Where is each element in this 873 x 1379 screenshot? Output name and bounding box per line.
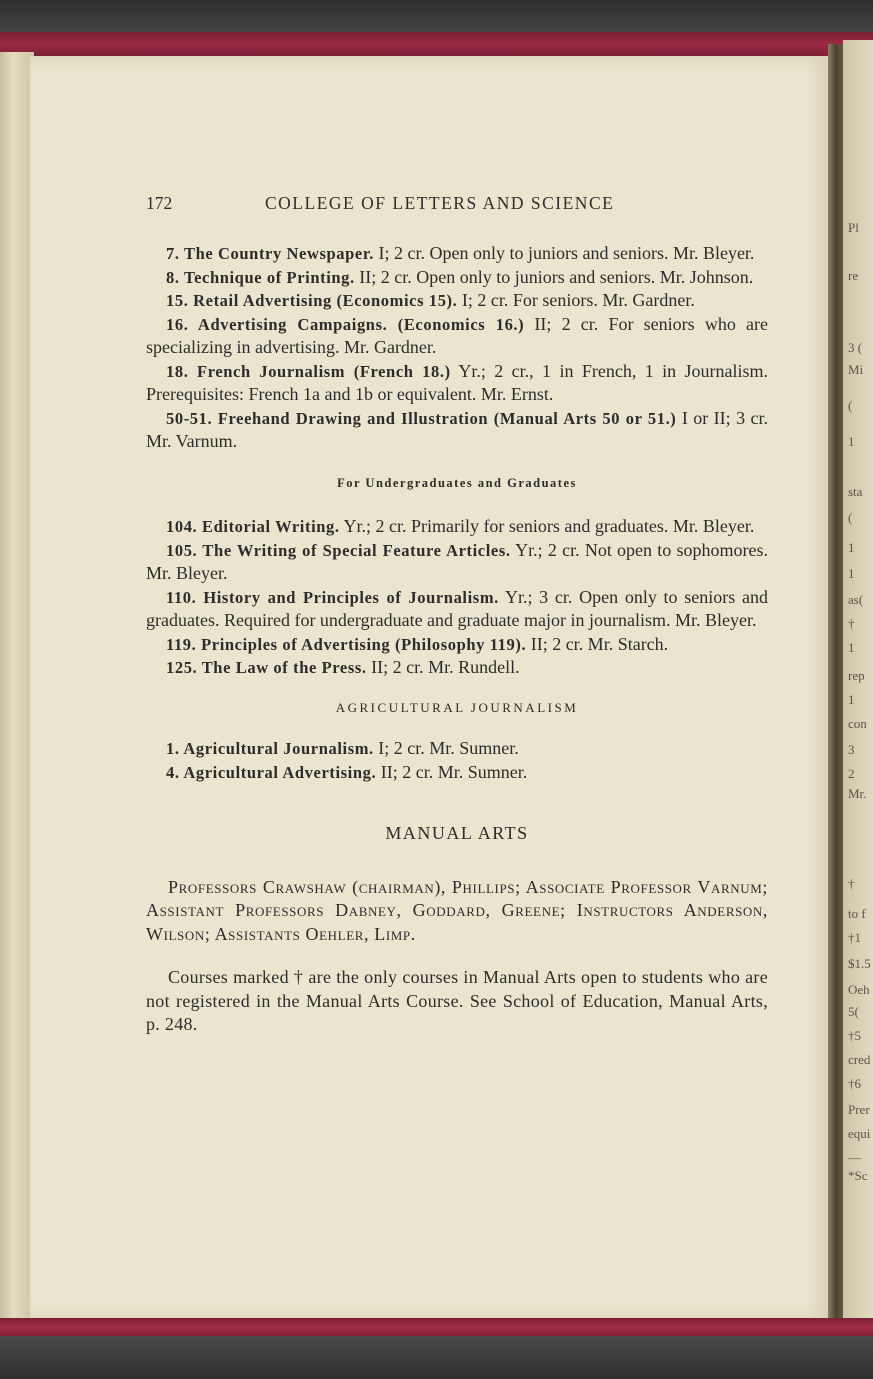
facing-page-fragment: $1.5 <box>848 956 871 971</box>
facing-page-fragment: †1 <box>848 930 861 945</box>
course-details: I; 2 cr. Mr. Sumner. <box>373 738 519 758</box>
course-details: II; 2 cr. For seniors who are specializing in advertising. Mr. Gardner. <box>146 313 768 357</box>
course-title: 119. Principles of Advertising (Philosophy 119). <box>166 634 527 654</box>
course-entry <box>146 407 768 454</box>
course-entry <box>146 242 768 266</box>
subhead-agricultural-journalism: AGRICULTURAL JOURNALISM <box>335 699 579 715</box>
running-header <box>146 193 766 217</box>
facing-page-fragment: Prer <box>848 1102 870 1117</box>
course-list-journalism <box>146 242 768 454</box>
facing-page-fragment: ( <box>848 510 853 525</box>
facing-page-fragment: 3 ( <box>848 340 863 355</box>
course-details: I; 2 cr. Open only to juniors and seniors. Mr. Bleyer. <box>373 243 755 263</box>
course-entry <box>146 656 768 680</box>
course-entry <box>146 360 768 407</box>
course-title: 125. The Law of the Press. <box>166 658 367 677</box>
facing-page-fragment: †6 <box>848 1076 861 1091</box>
course-title: 104. Editorial Writing. <box>166 517 340 536</box>
facing-page-fragment: 1 <box>848 540 855 555</box>
facing-page-fragment: cred <box>848 1052 871 1067</box>
facing-page-fragment: 1 <box>848 692 855 707</box>
course-details: II; 2 cr. Mr. Starch. <box>526 633 669 654</box>
facing-page-fragment: rep <box>848 668 865 683</box>
book-cover-bottom <box>0 1318 873 1338</box>
facing-page-fragment: *Sc <box>848 1168 868 1183</box>
subhead-undergrad-grad: For Undergraduates and Graduates <box>337 475 577 490</box>
facing-page-fragment: 3 <box>848 742 855 757</box>
course-details: II; 2 cr. Open only to juniors and seniors. Mr. Johnson. <box>354 266 754 287</box>
page-edges-left <box>0 52 34 1322</box>
course-details: Yr.; 2 cr., 1 in French, 1 in Journalism. Prerequisites: French 1a and 1b or equivalent. Mr. Ernst. <box>146 360 768 404</box>
course-details: II; 2 cr. Mr. Sumner. <box>376 761 528 782</box>
course-details: I; 2 cr. For seniors. Mr. Gardner. <box>457 290 695 310</box>
course-list-agricultural <box>146 737 768 784</box>
facing-page-fragment: equi <box>848 1126 871 1141</box>
facing-page-fragment: †5 <box>848 1028 861 1043</box>
course-entry <box>146 539 768 586</box>
facing-page-fragment: re <box>848 268 859 283</box>
course-entry <box>146 266 768 290</box>
course-note: Courses marked † are the only courses in Manual Arts open to students who are not registered in the Manual Arts Course. See School of Education, Manual Arts, p. 248. <box>146 967 768 1034</box>
course-title: 110. History and Principles of Journalism. <box>166 587 499 607</box>
scan-background-top <box>0 0 873 34</box>
facing-page-fragment: † <box>848 876 855 891</box>
running-title: COLLEGE OF LETTERS AND SCIENCE <box>265 193 615 213</box>
course-entry <box>146 633 768 657</box>
course-details: I or II; 3 cr. Mr. Varnum. <box>146 407 768 451</box>
course-title: 7. The Country Newspaper. <box>166 244 374 263</box>
book-gutter <box>828 44 844 1328</box>
faculty-list: Professors Crawshaw (chairman), Phillips; Associate Professor Varnum; Assistant Professors Dabney, Goddard, Greene; Instructors Anderson, Wilson; Assistants Oehler, Limp. <box>146 876 768 944</box>
page-content <box>146 242 768 1037</box>
course-details: Yr.; 2 cr. Not open to sophomores. Mr. Bleyer. <box>146 539 768 583</box>
course-entry <box>146 313 768 360</box>
course-title: 15. Retail Advertising (Economics 15). <box>166 291 458 310</box>
course-entry <box>146 737 768 761</box>
course-entry <box>146 289 768 313</box>
facing-page-fragment: 5( <box>848 1004 859 1019</box>
facing-page-fragment: Oeh <box>848 982 870 997</box>
facing-page-fragment: 1 <box>848 566 855 581</box>
facing-page-fragment: Mr. <box>848 786 867 801</box>
facing-page-fragment: 1 <box>848 434 855 449</box>
facing-page-fragment: Pl <box>848 220 859 235</box>
course-entry <box>146 515 768 539</box>
page-number: 172 <box>146 193 173 213</box>
facing-page-fragment: ( <box>848 398 853 413</box>
course-title: 16. Advertising Campaigns. (Economics 16.) <box>166 314 525 334</box>
facing-page-fragment: 1 <box>848 640 855 655</box>
facing-page-fragment: sta <box>848 484 863 499</box>
facing-page-fragment: con <box>848 716 867 731</box>
course-entry <box>146 586 768 633</box>
facing-page-fragment: 2 <box>848 766 855 781</box>
section-title-manual-arts: MANUAL ARTS <box>385 823 529 843</box>
course-details: Yr.; 3 cr. Open only to seniors and graduates. Required for undergraduate and graduate major in journalism. Mr. Bleyer. <box>146 586 768 630</box>
course-list-graduate <box>146 515 768 680</box>
course-title: 1. Agricultural Journalism. <box>166 739 374 758</box>
facing-page-fragment: — <box>848 1150 861 1165</box>
scan-background-bottom <box>0 1336 873 1379</box>
facing-page-fragment: as( <box>848 592 864 607</box>
course-entry <box>146 761 768 785</box>
course-title: 8. Technique of Printing. <box>166 267 355 287</box>
course-title: 18. French Journalism (French 18.) <box>166 361 451 381</box>
course-title: 4. Agricultural Advertising. <box>166 762 377 782</box>
course-details: Yr.; 2 cr. Primarily for seniors and graduates. Mr. Bleyer. <box>339 516 755 536</box>
facing-page-fragment: Mi <box>848 362 864 377</box>
course-details: II; 2 cr. Mr. Rundell. <box>366 657 520 677</box>
course-title: 50-51. Freehand Drawing and Illustration (Manual Arts 50 or 51.) <box>166 408 677 428</box>
book-cover-top <box>0 32 873 56</box>
course-title: 105. The Writing of Special Feature Articles. <box>166 540 511 560</box>
facing-page-fragment: † <box>848 616 855 631</box>
facing-page-fragment: to f <box>848 906 866 921</box>
